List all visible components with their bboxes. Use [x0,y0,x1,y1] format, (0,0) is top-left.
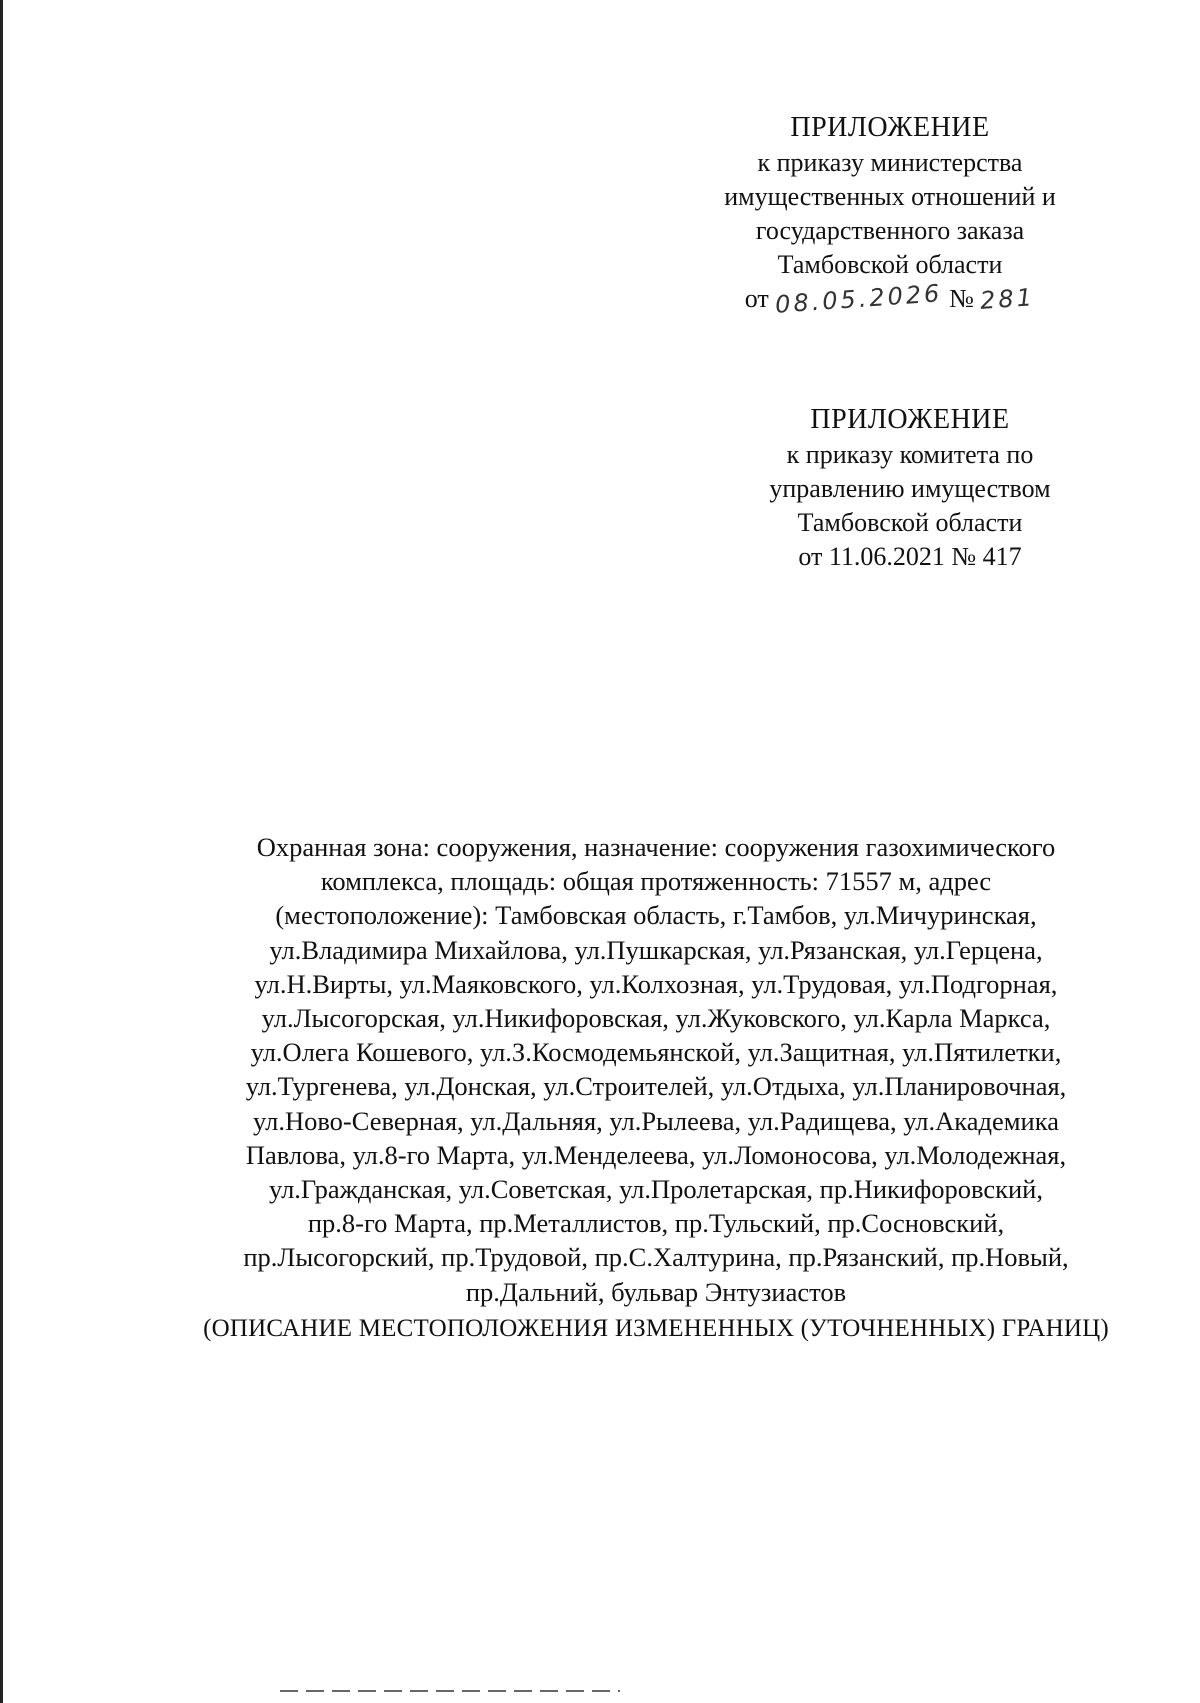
description-line: Павлова, ул.8-го Марта, ул.Менделеева, ул.Ломоносова, ул.Молодежная, [245,1139,1067,1170]
appendix-line: от 11.06.2021 № 417 [798,542,1022,571]
appendix-line: управлению имуществом [769,474,1051,503]
scan-edge [0,0,3,1703]
description-line: Охранная зона: сооружения, назначение: сооружения газохимического [256,832,1056,862]
description-line: ул.Ново-Северная, ул.Дальняя, ул.Рылеева, ул.Радищева, ул.Академика [253,1105,1059,1136]
description-line: ул.Владимира Михайлова, ул.Пушкарская, ул.Рязанская, ул.Герцена, [269,934,1043,965]
appendix-line: Тамбовской области [777,250,1003,279]
appendix-line: к приказу министерства [757,148,1023,177]
description-line: комплекса, площадь: общая протяженность: 71557 м, адрес [320,866,992,897]
scan-bottom-mark [280,1690,620,1692]
appendix-line: государственного заказа [755,216,1025,245]
handwritten-date: 08.05.2026 [774,279,944,319]
appendix-line: имущественных отношений и [724,182,1056,211]
date-prefix: от [744,284,769,313]
appendix-line: Тамбовской области [797,508,1023,537]
description-line: ул.Лысогорская, ул.Никифоровская, ул.Жуковского, ул.Карла Маркса, [261,1003,1051,1034]
section-title: (ОПИСАНИЕ МЕСТОПОЛОЖЕНИЯ ИЗМЕНЕННЫХ (УТОЧНЕННЫХ) ГРАНИЦ) [203,1315,1109,1342]
description-line: ул.Тургенева, ул.Донская, ул.Строителей, ул.Отдыха, ул.Планировочная, [245,1071,1067,1102]
description-line: пр.Лысогорский, пр.Трудовой, пр.С.Халтурина, пр.Рязанский, пр.Новый, [243,1242,1069,1273]
appendix-heading: ПРИЛОЖЕНИЕ [790,112,990,143]
description-line: пр.8-го Марта, пр.Металлистов, пр.Тульский, пр.Сосновский, [307,1208,1005,1239]
object-description [196,830,1116,1309]
appendix-heading: ПРИЛОЖЕНИЕ [810,404,1010,435]
order-date-line [700,279,1080,319]
number-prefix: № [949,284,974,313]
appendix-line: к приказу комитета по [786,440,1034,469]
appendix-block-committee [740,402,1080,574]
description-line: ул.Н.Вирты, ул.Маяковского, ул.Колхозная, ул.Трудовая, ул.Подгорная, [254,968,1058,999]
description-line: (местоположение): Тамбовская область, г.Тамбов, ул.Мичуринская, [275,900,1037,931]
appendix-block-ministry [700,110,1080,319]
description-line: ул.Олега Кошевого, ул.З.Космодемьянской, ул.Защитная, ул.Пятилетки, [250,1037,1062,1068]
handwritten-number: 281 [979,283,1037,315]
description-line: пр.Дальний, бульвар Энтузиастов [465,1276,847,1307]
description-line: ул.Гражданская, ул.Советская, ул.Пролетарская, пр.Никифоровский, [269,1174,1043,1205]
